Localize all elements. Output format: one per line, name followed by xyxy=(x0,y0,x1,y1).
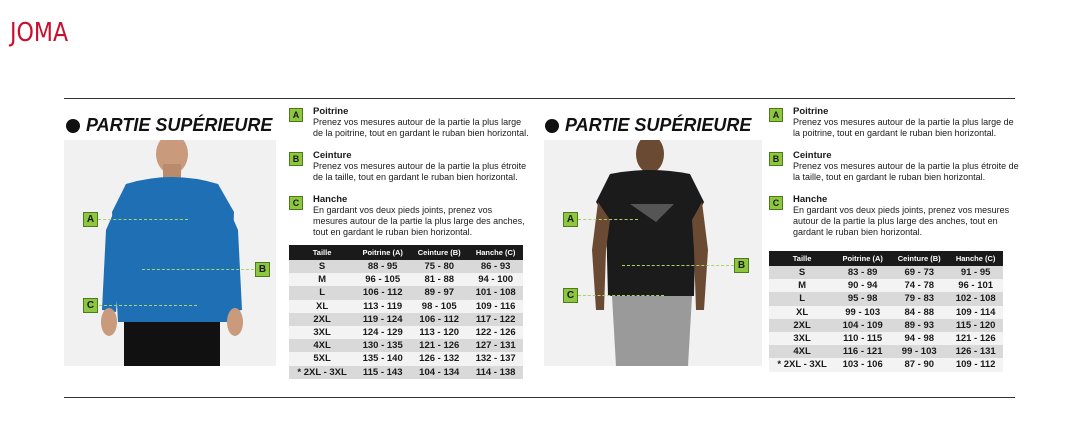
measure-cell: 86 - 93 xyxy=(468,260,523,273)
measure-cell: 94 - 98 xyxy=(890,332,948,345)
men-marker-b: B xyxy=(255,262,270,277)
column-header: Poitrine (A) xyxy=(355,245,410,260)
measure-cell: 75 - 80 xyxy=(410,260,468,273)
measure-cell: 69 - 73 xyxy=(890,266,948,279)
table-header-row xyxy=(769,251,1003,266)
badge-c: C xyxy=(769,196,783,210)
measure-cell: 90 - 94 xyxy=(835,279,890,292)
women-hip-line xyxy=(578,295,664,296)
measure-cell: 109 - 112 xyxy=(948,358,1003,371)
size-cell: S xyxy=(769,266,835,279)
table-row xyxy=(289,260,523,273)
measure-cell: 101 - 108 xyxy=(468,286,523,299)
size-cell: * 2XL - 3XL xyxy=(289,366,355,379)
table-row xyxy=(769,292,1003,305)
bottom-divider xyxy=(64,397,1015,398)
measure-cell: 116 - 121 xyxy=(835,345,890,358)
measure-cell: 109 - 114 xyxy=(948,306,1003,319)
measure-cell: 74 - 78 xyxy=(890,279,948,292)
table-row xyxy=(289,352,523,365)
measure-text: En gardant vos deux pieds joints, prenez vos mesures autour de la partie la plus large des anches, tout en gardant le ruban bien horizontal. xyxy=(793,205,1010,237)
women-measure-chest xyxy=(769,106,1019,139)
measure-cell: 81 - 88 xyxy=(410,273,468,286)
measure-heading: Ceinture xyxy=(313,150,352,161)
measure-cell: 96 - 105 xyxy=(355,273,410,286)
brand-logo: JOMA xyxy=(10,18,69,48)
measure-cell: 119 - 124 xyxy=(355,313,410,326)
measure-cell: 87 - 90 xyxy=(890,358,948,371)
table-row xyxy=(289,300,523,313)
column-header: Hanche (C) xyxy=(948,251,1003,266)
measure-cell: 106 - 112 xyxy=(410,313,468,326)
table-row xyxy=(289,286,523,299)
table-row xyxy=(769,345,1003,358)
badge-b: B xyxy=(289,152,303,166)
measure-cell: 96 - 101 xyxy=(948,279,1003,292)
measure-cell: 89 - 97 xyxy=(410,286,468,299)
size-cell: 3XL xyxy=(289,326,355,339)
measure-cell: 115 - 143 xyxy=(355,366,410,379)
measure-cell: 99 - 103 xyxy=(835,306,890,319)
measure-cell: 106 - 112 xyxy=(355,286,410,299)
size-cell: S xyxy=(289,260,355,273)
measure-cell: 121 - 126 xyxy=(410,339,468,352)
badge-a: A xyxy=(769,108,783,122)
women-marker-b: B xyxy=(734,258,749,273)
table-row xyxy=(289,339,523,352)
size-cell: * 2XL - 3XL xyxy=(769,358,835,371)
men-hip-line xyxy=(99,305,197,306)
women-marker-c: C xyxy=(563,288,578,303)
size-cell: L xyxy=(289,286,355,299)
measure-cell: 126 - 131 xyxy=(948,345,1003,358)
column-header: Poitrine (A) xyxy=(835,251,890,266)
top-divider xyxy=(64,98,1015,99)
women-size-table xyxy=(769,251,1003,372)
bullet-icon xyxy=(66,119,80,133)
measure-cell: 104 - 134 xyxy=(410,366,468,379)
size-cell: 5XL xyxy=(289,352,355,365)
panel-women-title: PARTIE SUPÉRIEURE xyxy=(545,115,751,136)
measure-cell: 126 - 132 xyxy=(410,352,468,365)
measure-cell: 114 - 138 xyxy=(468,366,523,379)
table-header-row xyxy=(289,245,523,260)
table-row xyxy=(769,358,1003,371)
men-measure-waist xyxy=(289,150,529,183)
size-cell: 2XL xyxy=(289,313,355,326)
measure-heading: Poitrine xyxy=(313,106,349,117)
women-marker-a: A xyxy=(563,212,578,227)
men-model-photo xyxy=(64,140,276,366)
measure-cell: 103 - 106 xyxy=(835,358,890,371)
measure-cell: 102 - 108 xyxy=(948,292,1003,305)
badge-b: B xyxy=(769,152,783,166)
women-measure-instructions xyxy=(769,106,1019,246)
size-cell: M xyxy=(289,273,355,286)
men-measure-chest xyxy=(289,106,529,139)
measure-cell: 127 - 131 xyxy=(468,339,523,352)
column-header: Taille xyxy=(289,245,355,260)
column-header: Ceinture (B) xyxy=(890,251,948,266)
table-row xyxy=(289,326,523,339)
measure-cell: 88 - 95 xyxy=(355,260,410,273)
measure-text: En gardant vos deux pieds joints, prenez vos mesures autour de la partie la plus large des anches, tout en gardant le ruban bien horizontal. xyxy=(313,205,525,237)
measure-cell: 117 - 122 xyxy=(468,313,523,326)
size-cell: 3XL xyxy=(769,332,835,345)
measure-text: Prenez vos mesures autour de la partie la plus étroite de la taille, tout en gardant le ruban bien horizontal. xyxy=(793,161,1019,182)
column-header: Taille xyxy=(769,251,835,266)
column-header: Ceinture (B) xyxy=(410,245,468,260)
measure-cell: 110 - 115 xyxy=(835,332,890,345)
panel-men-title: PARTIE SUPÉRIEURE xyxy=(66,115,272,136)
measure-cell: 135 - 140 xyxy=(355,352,410,365)
badge-c: C xyxy=(289,196,303,210)
men-model-figure xyxy=(64,140,276,366)
men-measure-instructions xyxy=(289,106,529,246)
measure-cell: 99 - 103 xyxy=(890,345,948,358)
measure-heading: Poitrine xyxy=(793,106,829,117)
measure-text: Prenez vos mesures autour de la partie la plus large de la poitrine, tout en gardant le ruban bien horizontal. xyxy=(793,117,1014,138)
table-row xyxy=(289,313,523,326)
table-row xyxy=(769,319,1003,332)
measure-cell: 95 - 98 xyxy=(835,292,890,305)
measure-cell: 98 - 105 xyxy=(410,300,468,313)
women-model-photo xyxy=(544,140,762,366)
table-row xyxy=(289,366,523,379)
measure-cell: 122 - 126 xyxy=(468,326,523,339)
measure-cell: 113 - 119 xyxy=(355,300,410,313)
measure-cell: 94 - 100 xyxy=(468,273,523,286)
column-header: Hanche (C) xyxy=(468,245,523,260)
men-marker-c: C xyxy=(83,298,98,313)
size-cell: L xyxy=(769,292,835,305)
badge-a: A xyxy=(289,108,303,122)
measure-cell: 115 - 120 xyxy=(948,319,1003,332)
measure-heading: Ceinture xyxy=(793,150,832,161)
table-row xyxy=(769,332,1003,345)
measure-cell: 83 - 89 xyxy=(835,266,890,279)
men-chest-line xyxy=(98,219,188,220)
size-cell: M xyxy=(769,279,835,292)
measure-cell: 121 - 126 xyxy=(948,332,1003,345)
measure-cell: 104 - 109 xyxy=(835,319,890,332)
size-cell: XL xyxy=(769,306,835,319)
women-chest-line xyxy=(578,219,638,220)
table-row xyxy=(289,273,523,286)
measure-text: Prenez vos mesures autour de la partie la plus étroite de la taille, tout en gardant le ruban bien horizontal. xyxy=(313,161,527,182)
measure-cell: 89 - 93 xyxy=(890,319,948,332)
measure-cell: 113 - 120 xyxy=(410,326,468,339)
men-size-table xyxy=(289,245,523,379)
measure-cell: 109 - 116 xyxy=(468,300,523,313)
men-waist-line xyxy=(142,269,254,270)
size-cell: 4XL xyxy=(289,339,355,352)
size-cell: 4XL xyxy=(769,345,835,358)
measure-cell: 79 - 83 xyxy=(890,292,948,305)
table-row xyxy=(769,279,1003,292)
bullet-icon xyxy=(545,119,559,133)
measure-heading: Hanche xyxy=(793,194,828,205)
size-cell: XL xyxy=(289,300,355,313)
table-row xyxy=(769,266,1003,279)
measure-cell: 130 - 135 xyxy=(355,339,410,352)
women-waist-line xyxy=(622,265,734,266)
women-model-figure xyxy=(544,140,762,366)
women-measure-waist xyxy=(769,150,1019,183)
men-marker-a: A xyxy=(83,212,98,227)
table-row xyxy=(769,306,1003,319)
size-cell: 2XL xyxy=(769,319,835,332)
measure-heading: Hanche xyxy=(313,194,348,205)
measure-cell: 84 - 88 xyxy=(890,306,948,319)
measure-text: Prenez vos mesures autour de la partie la plus large de la poitrine, tout en gardant le ruban bien horizontal. xyxy=(313,117,529,138)
measure-cell: 124 - 129 xyxy=(355,326,410,339)
men-measure-hip xyxy=(289,194,529,238)
measure-cell: 132 - 137 xyxy=(468,352,523,365)
women-measure-hip xyxy=(769,194,1019,238)
measure-cell: 91 - 95 xyxy=(948,266,1003,279)
